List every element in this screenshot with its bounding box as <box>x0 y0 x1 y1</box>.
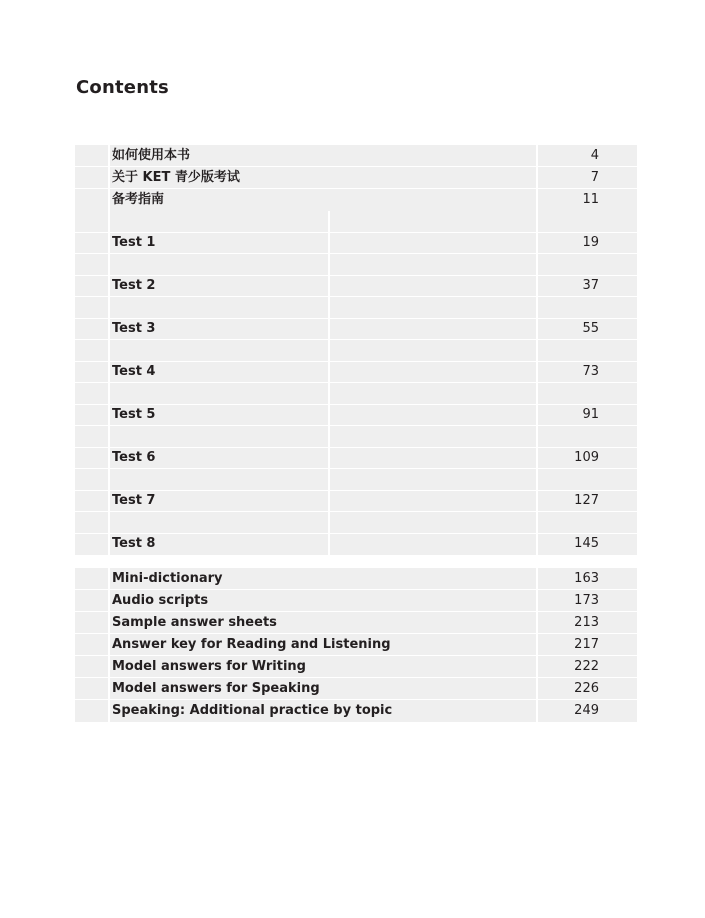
toc-entry-title: Test 6 <box>112 449 156 465</box>
toc-row[interactable] <box>75 491 637 513</box>
toc-page-number: 37 <box>582 277 599 293</box>
toc-page-number: 213 <box>574 615 599 630</box>
toc-spacer-row <box>75 340 637 362</box>
toc-entry-title: Test 7 <box>112 492 156 508</box>
toc-row[interactable] <box>75 319 637 341</box>
toc-page-number: 19 <box>582 234 599 250</box>
toc-spacer-row <box>75 426 637 448</box>
toc-spacer-row <box>75 383 637 405</box>
toc-row[interactable] <box>75 612 637 634</box>
toc-entry-title: Mini-dictionary <box>112 571 223 586</box>
toc-row[interactable] <box>75 568 637 590</box>
toc-entry-title: Test 4 <box>112 363 156 379</box>
toc-row[interactable] <box>75 656 637 678</box>
toc-page-number: 127 <box>574 492 599 508</box>
toc-spacer-row <box>75 512 637 534</box>
toc-spacer-row <box>75 469 637 491</box>
toc-appendix-section <box>75 568 637 722</box>
toc-entry-title: Test 5 <box>112 406 156 422</box>
toc-row[interactable] <box>75 405 637 427</box>
toc-row[interactable] <box>75 276 637 298</box>
toc-spacer-row <box>75 297 637 319</box>
toc-page-number: 249 <box>574 703 599 718</box>
toc-row[interactable] <box>75 590 637 612</box>
toc-entry-title: Audio scripts <box>112 593 209 608</box>
toc-row[interactable] <box>75 362 637 384</box>
toc-page-number: 73 <box>582 363 599 379</box>
page-title: Contents <box>76 77 169 98</box>
toc-entry-title: Speaking: Additional practice by topic <box>112 703 393 718</box>
toc-row[interactable] <box>75 145 637 167</box>
toc-entry-title: Answer key for Reading and Listening <box>112 637 391 652</box>
toc-entry-title: 如何使用本书 <box>112 148 191 163</box>
toc-entry-title: Test 1 <box>112 234 156 250</box>
toc-row[interactable] <box>75 167 637 189</box>
toc-entry-title: Test 8 <box>112 535 156 551</box>
toc-entry-title: 关于 KET 青少版考试 <box>112 170 240 185</box>
toc-row[interactable] <box>75 678 637 700</box>
toc-entry-title: Test 3 <box>112 320 156 336</box>
toc-page-number: 7 <box>590 170 599 185</box>
toc-entry-title: Test 2 <box>112 277 156 293</box>
toc-spacer-row <box>75 211 637 233</box>
toc-row[interactable] <box>75 189 637 211</box>
toc-page-number: 145 <box>574 535 599 551</box>
toc-row[interactable] <box>75 700 637 722</box>
toc-spacer-row <box>75 254 637 276</box>
toc-page-number: 55 <box>582 320 599 336</box>
toc-page-number: 91 <box>582 406 599 422</box>
toc-page-number: 173 <box>574 593 599 608</box>
toc-page-number: 11 <box>582 192 599 207</box>
toc-page-number: 226 <box>574 681 599 696</box>
toc-page-number: 222 <box>574 659 599 674</box>
toc-entry-title: Model answers for Writing <box>112 659 306 674</box>
toc-tests-section <box>75 211 637 555</box>
toc-row[interactable] <box>75 534 637 556</box>
toc-page-number: 109 <box>574 449 599 465</box>
toc-entry-title: Model answers for Speaking <box>112 681 320 696</box>
toc-page-number: 4 <box>590 148 599 163</box>
toc-page-number: 217 <box>574 637 599 652</box>
toc-entry-title: Sample answer sheets <box>112 615 277 630</box>
toc-row[interactable] <box>75 233 637 255</box>
toc-intro-section <box>75 145 637 211</box>
toc-row[interactable] <box>75 448 637 470</box>
toc-page-number: 163 <box>574 571 599 586</box>
toc-entry-title: 备考指南 <box>112 192 165 207</box>
toc-row[interactable] <box>75 634 637 656</box>
